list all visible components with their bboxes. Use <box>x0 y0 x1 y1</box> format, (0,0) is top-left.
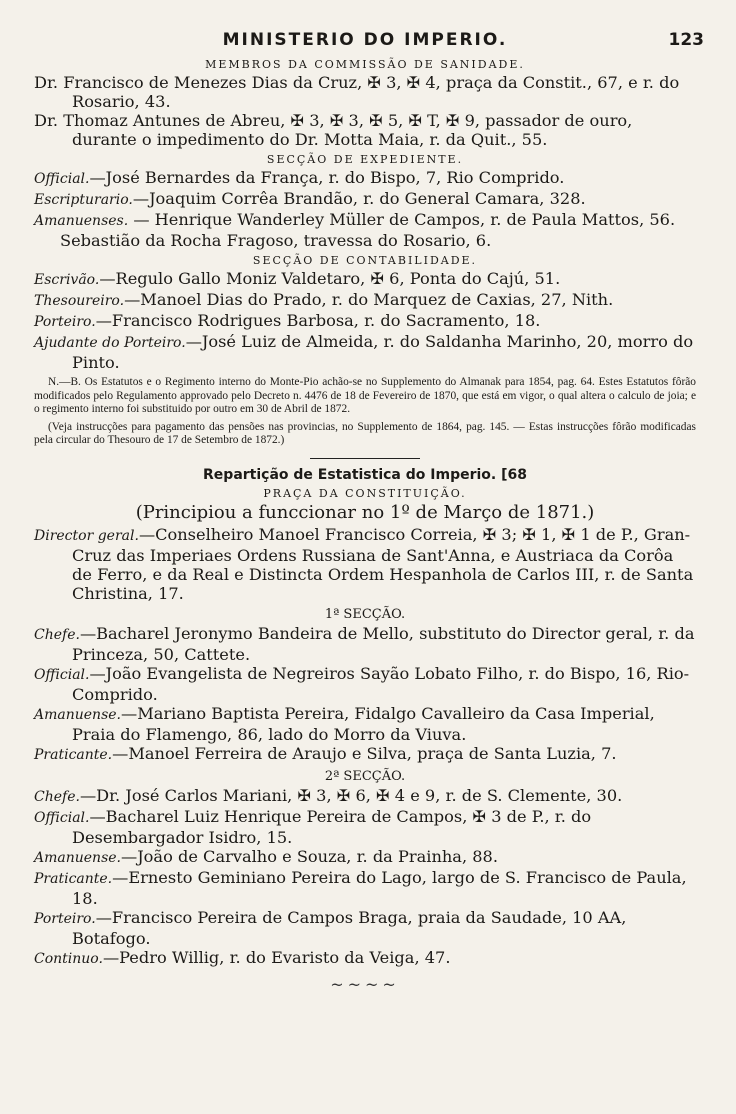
list-item <box>34 807 696 847</box>
contabilidade-heading: SECÇÃO DE CONTABILIDADE. <box>252 254 478 267</box>
list-item <box>34 332 696 372</box>
list-item <box>34 168 696 189</box>
divider <box>310 458 420 459</box>
list-item <box>34 744 696 765</box>
role-label: Official. <box>34 171 90 187</box>
role-label: Porteiro. <box>34 910 96 927</box>
role-label: Continuo. <box>34 950 103 967</box>
list-item <box>34 210 696 231</box>
entry-text: —José Bernardes da França, r. do Bispo, 7, Rio Comprido. <box>89 168 565 187</box>
entry-text: —Conselheiro Manoel Francisco Correia, ✠ 3; ✠ 1, ✠ 1 de P., Gran-Cruz das Imperiaes Ordens Russiana de Sant'Anna, e Austriaca da Corôa de Ferro, e da Real e Distincta Ordem Hespanhola de Carlos III, r. de Santa Christina, 17. <box>72 524 694 603</box>
list-item <box>34 664 696 704</box>
role-label: Official. <box>34 666 90 683</box>
list-item <box>34 189 696 210</box>
list-item <box>34 269 696 290</box>
entry-text: —Mariano Baptista Pereira, Fidalgo Cavalleiro da Casa Imperial, Praia do Flamengo, 86, lado do Morro da Viuva. <box>72 703 655 744</box>
list-item <box>34 704 696 744</box>
entry-text: —José Luiz de Almeida, r. do Saldanha Marinho, 20, morro do Pinto. <box>72 332 694 372</box>
list-item <box>34 290 696 311</box>
entry-text: —Bacharel Jeronymo Bandeira de Mello, substituto do Director geral, r. da Princeza, 50, Cattete. <box>72 623 695 664</box>
entry-text: —João Evangelista de Negreiros Sayão Lobato Filho, r. do Bispo, 16, Rio-Comprido. <box>72 663 690 704</box>
list-item <box>34 868 696 908</box>
ornament-divider: ~~~~ <box>330 974 400 994</box>
section-title: Repartição de Estatistica do Imperio. [68 <box>203 466 527 483</box>
list-item <box>34 525 696 603</box>
entry-text: —Dr. José Carlos Mariani, ✠ 3, ✠ 6, ✠ 4 e 9, r. de S. Clemente, 30. <box>79 785 623 805</box>
role-label: Chefe. <box>34 626 80 643</box>
entry-text: —Bacharel Luiz Henrique Pereira de Campos, ✠ 3 de P., r. do Desembargador Isidro, 15. <box>72 806 592 847</box>
section-heading: 2ª SECÇÃO. <box>324 768 406 784</box>
list-item: Sebastião da Rocha Fragoso, travessa do Rosario, 6. <box>60 231 492 250</box>
list-item <box>34 948 696 969</box>
page-number: 123 <box>668 30 704 50</box>
list-item <box>34 908 696 948</box>
role-label: Ajudante do Porteiro. <box>34 335 186 351</box>
footnote: N.—B. Os Estatutos e o Regimento interno do Monte-Pio achão-se no Supplemento do Almanak para 1854, pag. 64. Estes Estatutos fôrão modificados pelo Regulamento approvado pelo Decreto n. 4476 de 18 de Fevereiro de 1870, que está em vigor, o qual altera o calculo de joia; e o regimento interno foi substituido por outro em 30 de Abril de 1872. <box>34 376 696 416</box>
role-label: Praticante. <box>34 870 113 887</box>
commissao-entry: Dr. Francisco de Menezes Dias da Cruz, ✠ 3, ✠ 4, praça da Constit., 67, e r. do Rosario, 43. <box>34 73 680 111</box>
list-item <box>34 624 696 664</box>
section-heading: 1ª SECÇÃO. <box>324 606 406 622</box>
section-subtitle: (Principiou a funccionar no 1º de Março de 1871.) <box>135 501 595 523</box>
role-label: Amanuense. <box>34 706 121 723</box>
entry-text: —Joaquim Corrêa Brandão, r. do General Camara, 328. <box>132 189 586 208</box>
role-label: Director geral. <box>34 527 139 544</box>
list-item <box>34 311 696 332</box>
expediente-heading: SECÇÃO DE EXPEDIENTE. <box>266 153 464 166</box>
role-label: Amanuenses. <box>34 213 129 229</box>
commissao-heading: MEMBROS DA COMMISSÃO DE SANIDADE. <box>205 58 525 71</box>
role-label: Official. <box>34 809 90 826</box>
footnote: (Veja instrucções para pagamento das pensões nas provincias, no Supplemento de 1864, pag. 145. — Estas instrucções fôrão modificadas pela circular do Thesouro de 17 de Setembro de 1872.) <box>34 420 696 447</box>
role-label: Thesoureiro. <box>34 293 125 309</box>
commissao-entry: Dr. Thomaz Antunes de Abreu, ✠ 3, ✠ 3, ✠ 5, ✠ T, ✠ 9, passador de ouro, durante o impedimento do Dr. Motta Maia, r. da Quit., 55. <box>34 111 633 149</box>
entry-text: —Francisco Rodrigues Barbosa, r. do Sacramento, 18. <box>95 311 541 330</box>
list-item <box>34 847 696 868</box>
role-label: Amanuense. <box>34 849 121 866</box>
role-label: Porteiro. <box>34 314 96 330</box>
entry-text: —Manoel Dias do Prado, r. do Marquez de Caxias, 27, Nith. <box>124 290 614 309</box>
section-place: PRAÇA DA CONSTITUIÇÃO. <box>263 486 467 500</box>
entry-text: —Francisco Pereira de Campos Braga, praia da Saudade, 10 AA, Botafogo. <box>72 907 627 948</box>
entry-text: —João de Carvalho e Souza, r. da Prainha, 88. <box>121 846 498 866</box>
entry-text: —Ernesto Geminiano Pereira do Lago, largo de S. Francisco de Paula, 18. <box>72 867 687 908</box>
role-label: Escripturario. <box>34 192 133 208</box>
page-title: MINISTERIO DO IMPERIO. <box>222 30 508 50</box>
page-header <box>34 30 704 54</box>
role-label: Escrivão. <box>34 272 100 288</box>
list-item <box>34 786 696 807</box>
entry-text: —Regulo Gallo Moniz Valdetaro, ✠ 6, Ponta do Cajú, 51. <box>99 269 561 288</box>
role-label: Praticante. <box>34 746 113 763</box>
entry-text: —Pedro Willig, r. do Evaristo da Veiga, 47. <box>102 947 451 967</box>
role-label: Chefe. <box>34 788 80 805</box>
entry-text: — Henrique Wanderley Müller de Campos, r. de Paula Mattos, 56. <box>128 210 676 229</box>
entry-text: —Manoel Ferreira de Araujo e Silva, praça de Santa Luzia, 7. <box>112 743 617 763</box>
